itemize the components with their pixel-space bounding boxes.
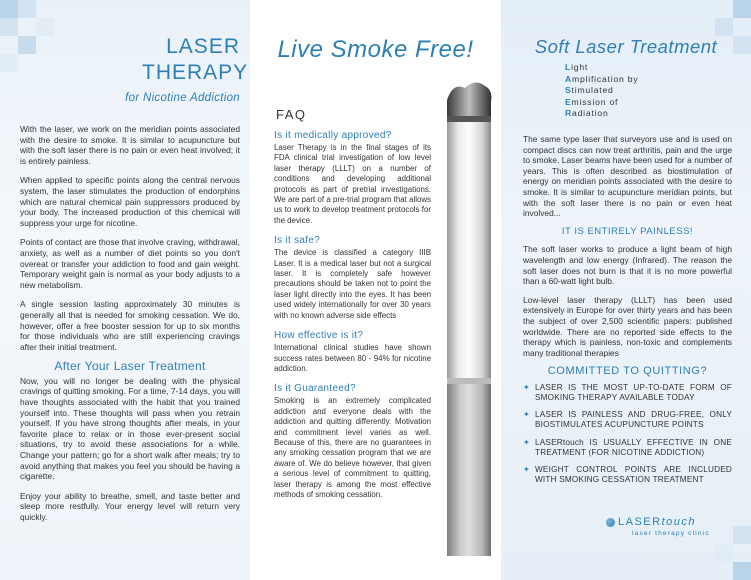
right-body — [523, 134, 732, 493]
decorative-squares — [711, 0, 751, 70]
faq-question: Is it medically approved? — [274, 130, 392, 141]
acronym-line: Radiation — [565, 108, 609, 119]
paragraph: Low-level laser therapy (LLLT) has been used extensively in Europe for over thirty years and has been the subject of over 2,500 scientific papers: published worldwide. There are no reported side effects to the therapy which is painless, non-toxic and complements many traditional therapies — [523, 294, 732, 358]
acronym-line: Amplification by — [565, 73, 639, 84]
center-panel — [250, 0, 501, 580]
left-body — [20, 124, 240, 532]
list-item: ✦ LASER IS THE MOST UP-TO-DATE FORM OF SMOKING THERAPY AVAILABLE TODAY — [523, 382, 732, 403]
acronym-line: Stimulated — [565, 85, 614, 96]
acronym-line: Light — [565, 62, 589, 72]
paragraph: Enjoy your ability to breathe, smell, and taste better and sleep more restfully. Your energy level will return very quickly. — [20, 490, 240, 522]
star-icon: ✦ — [523, 410, 530, 420]
right-panel — [501, 0, 751, 580]
faq-question: How effective is it? — [274, 330, 364, 342]
subtitle: for Nicotine Addiction — [125, 92, 240, 104]
left-panel — [0, 0, 250, 580]
paragraph: Now, you will no longer be dealing with the physical cravings of quitting smoking. For a time, 7-14 days, you will have thoughts associated with the habit that you trained yourself into. These thoughts will pass when you retrain yourself. If you have strong thoughts after meals, in your favorite place to relax or in those ever-present social situations, try to avoid these associations for a while. Change your pattern; go for a short walk after meals; try to avoid anything that makes you feel you should be having a cigarette. — [20, 375, 240, 482]
faq-answer: The device is classified a category IIIB Laser. It is a medical laser but not a surgical laser. It is completely safe however precautions should be taken not to point the laser light directly into the eyes. It has been used widely internationally for over 30 years with no known adverse side effects — [274, 248, 431, 320]
list-item: ✦ LASERtouch IS USUALLY EFFECTIVE IN ONE TREATMENT (FOR NICOTINE ADDICTION) — [523, 437, 732, 457]
paragraph: The same type laser that surveyors use and is used on compact discs can now treat arthritis, pain and the urge to smoke. Laser beams have been used for a number of years. This is often described as biostimulation of energy on meridian points associated with the desire to smoke. It is similar to acupuncture meridian points, but with the soft laser there is no pain or even heat involved... — [523, 134, 732, 219]
list-item: ✦ WEIGHT CONTROL POINTS ARE INCLUDED WITH SMOKING CESSATION TREATMENT — [523, 465, 732, 485]
live-smoke-free-title: Live Smoke Free! — [277, 36, 474, 63]
logo-name: LASERtouch — [618, 516, 696, 528]
laser-acronym — [565, 62, 638, 120]
faq-question: Is it safe? — [274, 235, 321, 247]
faq-answer: Smoking is an extremely complicated addiction and everyone deals with the addiction and quitting differently. Motivation and commitment level varies as well. Because of this, there are no guarantees in any smoking cessation program that we are aware of. We do believe however, that given a serious level of commitment to quitting, laser therapy is among the most effective methods of smoking cessation. — [274, 396, 431, 499]
list-item: ✦ LASER IS PAINLESS AND DRUG-FREE, ONLY BIOSTIMULATES ACUPUNCTURE POINTS — [523, 410, 732, 430]
logo-dot-icon — [606, 518, 615, 527]
paragraph: Points of contact are those that involve craving, withdrawal, anxiety, as well as a number of diet points so you don't overeat or transfer your addiction to food and gain weight. Temporary weight gain is normal as your body adjusts to a new metabolism. — [20, 237, 240, 290]
soft-laser-title: Soft Laser Treatment — [534, 36, 718, 57]
decorative-squares — [0, 0, 70, 90]
cigarette-image — [441, 78, 497, 558]
acronym-line: Emission of — [565, 96, 619, 107]
painless-heading: IT IS ENTIRELY PAINLESS! — [561, 225, 694, 237]
faq-answer: International clinical studies have shown success rates between 80 - 94% for nicotine addiction. — [274, 343, 431, 373]
faq-list — [274, 130, 431, 509]
paragraph: With the laser, we work on the meridian points associated with the desire to smoke. It is similar to acupuncture but with the soft laser there is no pain or even heat involved; it is entirely painless. — [20, 124, 240, 166]
committed-heading: COMMITTED TO QUITTING? — [547, 365, 708, 378]
paragraph: A single session lasting approximately 30 minutes is generally all that is needed for smoking cessation. We do, however, offer a free booster session for up to six months for those individuals who are still experiencing cravings after their initial treatment. — [20, 299, 240, 352]
benefit-list — [523, 383, 732, 486]
star-icon: ✦ — [523, 465, 530, 475]
star-icon: ✦ — [523, 382, 530, 392]
star-icon: ✦ — [523, 437, 530, 447]
after-treatment-heading: After Your Laser Treatment — [54, 359, 206, 374]
paragraph: The soft laser works to produce a light beam of high wavelength and low energy (Infrared). The reason the soft laser does not burn is that it is no more powerful than a 60-watt light bulb. — [523, 244, 732, 287]
paragraph: When applied to specific points along the central nervous system, the laser stimulates the production of endorphins which are natural chemical pain suppressors produced by your body. The increased production of this chemical will suppress your urge for nicotine. — [20, 175, 240, 228]
laser-therapy-title: LASER THERAPY — [142, 35, 249, 84]
faq-answer: Laser Therapy is in the final stages of its FDA clinical trial investigation of low level laser therapy (LLLT) on a number of conditions and developing additional protocols as part of pretrial investigations. We are part of a pre-trial program that allows us to work to develop treatment protocols for the device. — [274, 143, 431, 225]
faq-question: Is it Guaranteed? — [274, 383, 356, 395]
faq-label: FAQ — [276, 107, 307, 122]
lasertouch-logo — [606, 516, 736, 544]
logo-tagline: laser therapy clinic — [632, 530, 710, 537]
